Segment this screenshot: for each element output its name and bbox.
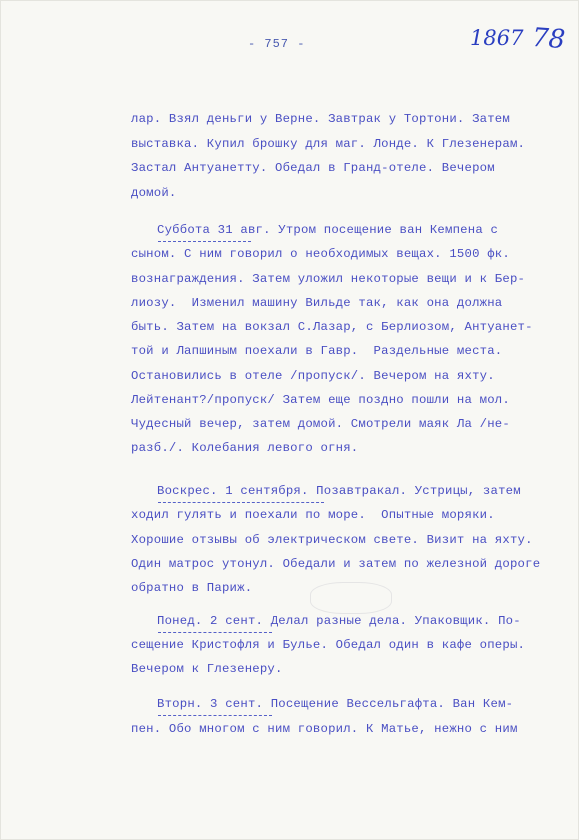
entry-heading-line: Воскрес. 1 сентября. Позавтракал. Устрицы, затем [157,484,521,498]
text-line: Чудесный вечер, затем домой. Смотрели маяк Ла /не- [131,417,510,431]
text-line: домой. [131,186,177,200]
text-line: лар. Взял деньги у Верне. Завтрак у Тортони. Затем [131,112,510,126]
text-line: выставка. Купил брошку для маг. Лонде. К Глезенерам. [131,137,526,151]
text-line: лиозу. Изменил машину Вильде так, как она должна [131,296,503,310]
entry-heading-line: Вторн. 3 сент. Посещение Вессельгафта. Ван Кем- [157,697,514,711]
text-line: сещение Кристофля и Булье. Обедал один в кафе оперы. [131,638,526,652]
heading-underline [158,632,272,633]
faded-stamp-mark [310,582,392,614]
text-line: ходил гулять и поехали по море. Опытные моряки. [131,508,495,522]
heading-underline [158,241,251,242]
text-line: вознаграждения. Затем уложил некоторые вещи и к Бер- [131,272,526,286]
text-line: разб./. Колебания левого огня. [131,441,359,455]
entry-heading-line: Понед. 2 сент. Делал разные дела. Упаковщик. По- [157,614,521,628]
heading-underline [158,715,272,716]
text-line: той и Лапшиным поехали в Гавр. Раздельные места. [131,344,503,358]
text-line: Хорошие отзывы об электрическом свете. Визит на яхту. [131,533,533,547]
text-line: Застал Антуанетту. Обедал в Гранд-отеле. Вечером [131,161,495,175]
heading-underline [158,502,324,503]
page-number: - 757 - [248,37,306,51]
text-line: Вечером к Глезенеру. [131,662,283,676]
entry-heading-line: Суббота 31 авг. Утром посещение ван Кемпена с [157,223,499,237]
text-line: обратно в Париж. [131,581,253,595]
text-line: Лейтенант?/пропуск/ Затем еще поздно пошли на мол. [131,393,510,407]
text-line: быть. Затем на вокзал С.Лазар, с Берлиозом, Антуанет- [131,320,533,334]
handwritten-archive-number: 78 [530,22,567,56]
text-line: Один матрос утонул. Обедали и затем по железной дороге [131,557,541,571]
text-line: Остановились в отеле /пропуск/. Вечером на яхту. [131,369,495,383]
handwritten-year-note: 1867 [470,26,524,50]
text-line: пен. Обо многом с ним говорил. К Матье, нежно с ним [131,722,518,736]
text-line: сыном. С ним говорил о необходимых вещах. 1500 фк. [131,247,510,261]
